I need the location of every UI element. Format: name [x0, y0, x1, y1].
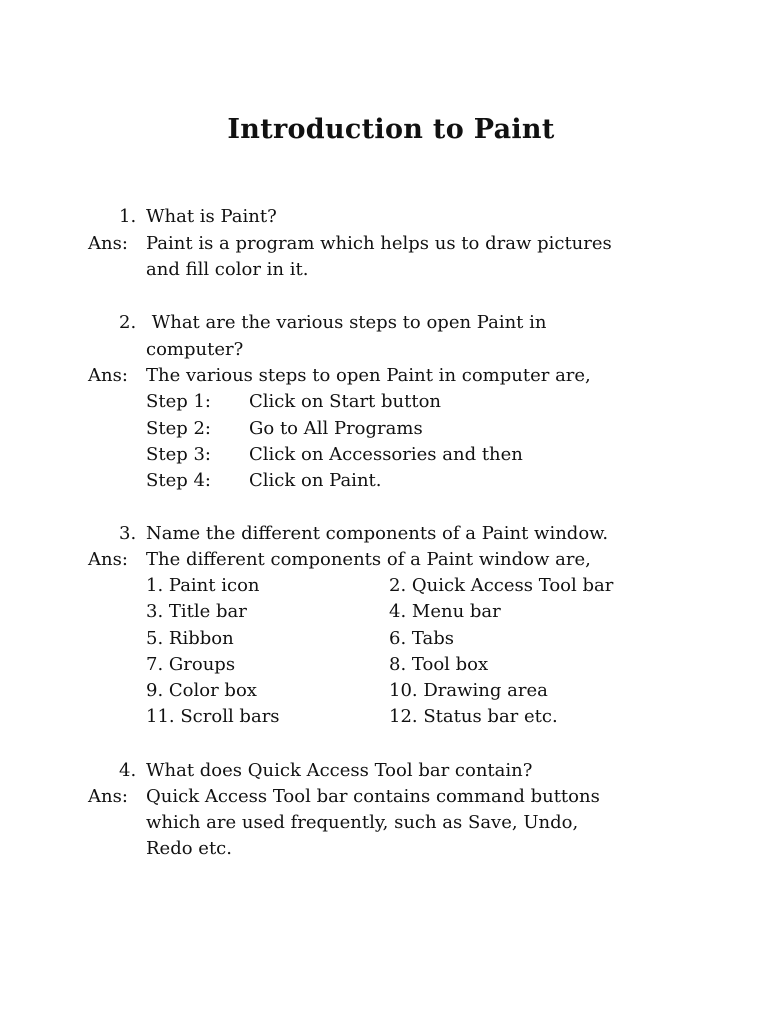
question-text: Name the different components of a Paint window. — [146, 523, 609, 544]
question-text: What does Quick Access Tool bar contain? — [146, 760, 533, 781]
question-text: What are the various steps to open Paint in — [146, 312, 547, 333]
component-item: 7. Groups — [146, 654, 236, 675]
step-text: Go to All Programs — [249, 418, 423, 439]
component-item: 2. Quick Access Tool bar — [389, 575, 614, 596]
answer-label: Ans: — [88, 233, 128, 254]
component-item: 6. Tabs — [389, 628, 454, 649]
question-text: computer? — [146, 339, 244, 360]
answer-text: and fill color in it. — [146, 259, 309, 280]
question-number: 4. — [119, 760, 137, 781]
question-number: 2. — [119, 312, 137, 333]
answer-text: which are used frequently, such as Save, Undo, — [146, 812, 579, 833]
question-number: 3. — [119, 523, 137, 544]
component-item: 8. Tool box — [389, 654, 489, 675]
component-item: 10. Drawing area — [389, 680, 548, 701]
step-text: Click on Accessories and then — [249, 444, 523, 465]
answer-text: Redo etc. — [146, 838, 232, 859]
answer-text: Quick Access Tool bar contains command buttons — [146, 786, 600, 807]
step-label: Step 1: — [146, 391, 211, 412]
step-label: Step 3: — [146, 444, 211, 465]
answer-label: Ans: — [88, 365, 128, 386]
component-item: 4. Menu bar — [389, 601, 501, 622]
step-text: Click on Paint. — [249, 470, 382, 491]
step-text: Click on Start button — [249, 391, 442, 412]
question-number: 1. — [119, 206, 137, 227]
component-item: 3. Title bar — [146, 601, 247, 622]
component-item: 11. Scroll bars — [146, 706, 280, 727]
component-item: 5. Ribbon — [146, 628, 234, 649]
answer-text: The different components of a Paint window are, — [146, 549, 591, 570]
page-title: Introduction to Paint — [227, 114, 555, 145]
question-text: What is Paint? — [146, 206, 277, 227]
answer-label: Ans: — [88, 549, 128, 570]
component-item: 1. Paint icon — [146, 575, 260, 596]
answer-text: Paint is a program which helps us to draw pictures — [146, 233, 612, 254]
step-label: Step 4: — [146, 470, 211, 491]
step-label: Step 2: — [146, 418, 211, 439]
component-item: 12. Status bar etc. — [389, 706, 558, 727]
answer-text: The various steps to open Paint in computer are, — [146, 365, 591, 386]
component-item: 9. Color box — [146, 680, 257, 701]
answer-label: Ans: — [88, 786, 128, 807]
